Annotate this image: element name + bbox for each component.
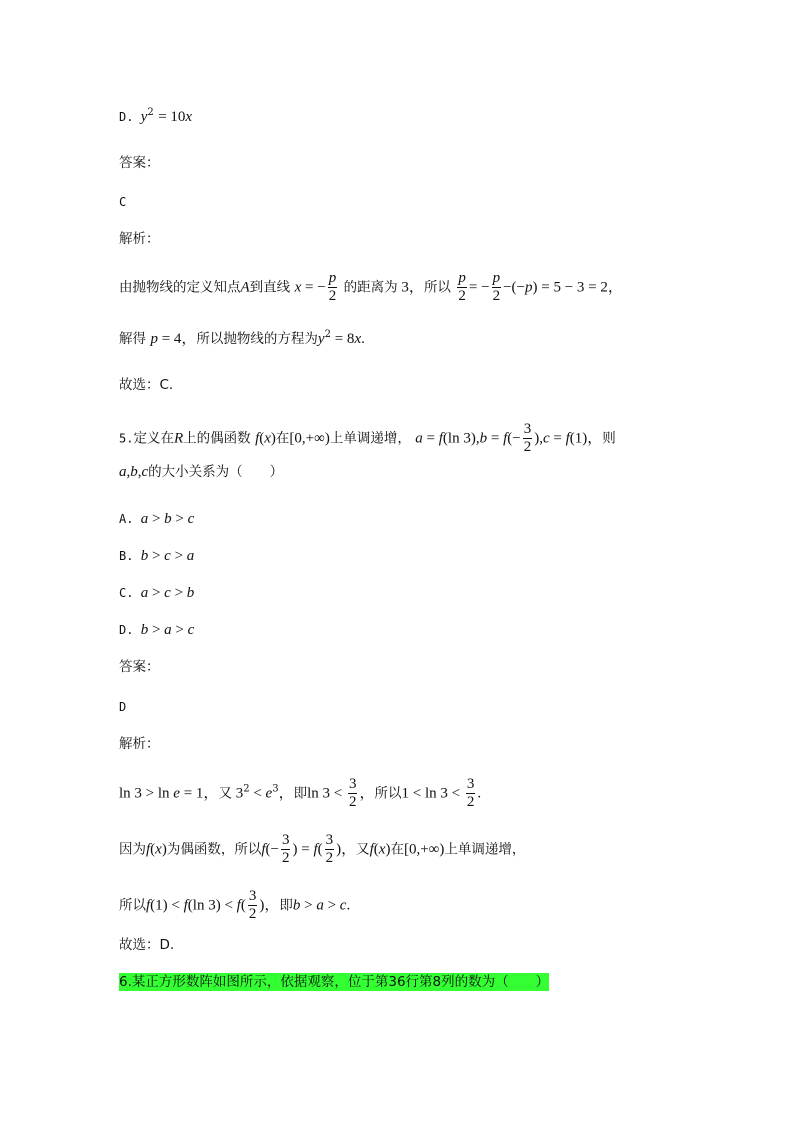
option-c: C. a > c > b <box>119 585 195 601</box>
analysis-label: 解析： <box>119 736 160 752</box>
option-label: D. <box>119 110 141 124</box>
fraction: $\frac{3}{2}$ <box>281 832 290 866</box>
fraction: $\frac{p}{2}$ <box>458 270 466 304</box>
question-5: 5.定义在R上的偶函数 f(x)在[0,+∞)上单调递增， a = f(ln 3),b = f(− $\frac{3}{2}$ ),c = f(1)，则 <box>119 421 616 455</box>
analysis-line: 所以f(1) < f(ln 3) < f( $\frac{3}{2}$ )，即b > a > c. <box>119 888 351 922</box>
question-5-cont: a,b,c的大小关系为（ ） <box>119 464 284 480</box>
answer-value: D <box>119 700 127 714</box>
conclusion: 故选：C. <box>119 377 174 393</box>
conclusion: 故选：D. <box>119 937 175 953</box>
answer-value: C <box>119 195 127 209</box>
option-d-previous: D. $y^2 = 10x$ <box>119 107 193 125</box>
option-d: D. b > a > c <box>119 622 195 638</box>
answer-label: 答案： <box>119 659 160 675</box>
option-a: A. a > b > c <box>119 511 195 527</box>
fraction: $\frac{3}{2}$ <box>523 421 532 455</box>
fraction: $\frac{3}{2}$ <box>348 776 357 810</box>
highlighted-text: 6.某正方形数阵如图所示，依据观察，位于第36行第8列的数为（ ） <box>119 974 550 990</box>
fraction: $\frac{3}{2}$ <box>466 776 475 810</box>
analysis-line: 因为f(x)为偶函数，所以f(− $\frac{3}{2}$ ) = f( $\frac{3}{2}$ )，又f(x)在[0,+∞)上单调递增， <box>119 832 526 866</box>
fraction: $\frac{p}{2}$ <box>492 270 501 304</box>
option-b: B. b > c > a <box>119 548 195 564</box>
fraction: $\frac{p}{2}$ <box>328 270 337 304</box>
question-6 <box>119 972 549 992</box>
analysis-label: 解析： <box>119 231 160 247</box>
analysis-line: 解得 p = 4，所以抛物线的方程为$y^2 = 8x$. <box>119 329 365 347</box>
fraction: $\frac{3}{2}$ <box>325 832 334 866</box>
answer-label: 答案： <box>119 155 160 171</box>
fraction: $\frac{3}{2}$ <box>248 888 257 922</box>
analysis-line: ln 3 > ln e = 1，又 $3^2 < e^3$，即ln 3 < $\frac{3}{2}$ ，所以1 < ln 3 < $\frac{3}{2}$ . <box>119 776 482 810</box>
analysis-line: 由抛物线的定义知点A到直线 x = − $\frac{p}{2}$ 的距离为 3，所以 $\frac{p}{2}$ = − $\frac{p}{2}$ −(−p) = 5 − 3 = 2， <box>119 270 623 304</box>
